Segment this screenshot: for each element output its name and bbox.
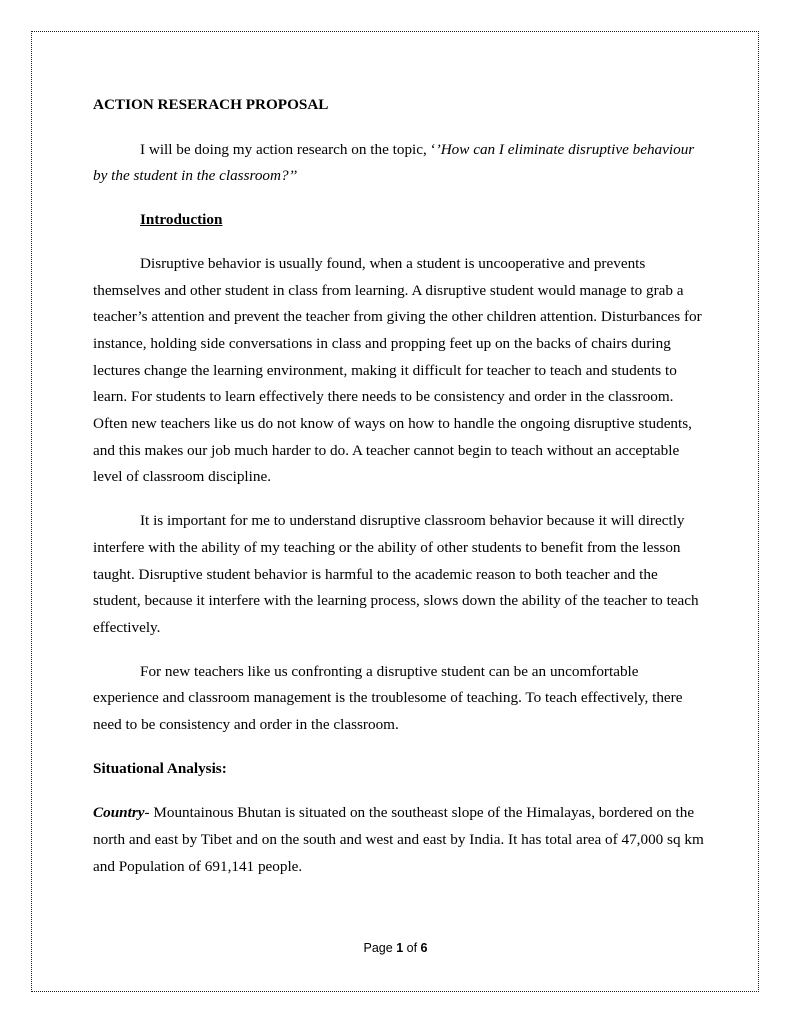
document-title: ACTION RESERACH PROPOSAL xyxy=(93,96,329,113)
country-label: Country xyxy=(93,804,145,822)
situational-analysis-heading: Situational Analysis: xyxy=(93,759,227,777)
country-text: - Mountainous Bhutan is situated on the southeast slope of the Himalayas, bordered on the north and east by Tibet and on the south and west and east by India. It has total area of 47,000 sq km and Population of 691,141 people. xyxy=(93,804,704,875)
topic-paragraph xyxy=(93,137,705,190)
page-footer xyxy=(0,941,791,955)
page-current-number: 1 xyxy=(396,941,404,955)
intro-paragraph-2: It is important for me to understand disruptive classroom behavior because it will directly interfere with the ability of my teaching or the ability of other students to benefit from the lesson taught. Disruptive student behavior is harmful to the academic reason to both teacher and the student, because it interfere with the learning process, slows down the ability of the teacher to teach effectively. xyxy=(93,512,699,636)
introduction-heading: Introduction xyxy=(140,211,223,229)
intro-paragraph-3: For new teachers like us confronting a disruptive student can be an uncomfortable experience and classroom management is the troublesome of teaching. To teach effectively, there need to be consistency and order in the classroom. xyxy=(93,662,683,734)
document-body xyxy=(93,92,705,898)
page-total-number: 6 xyxy=(420,941,428,955)
of-word: of xyxy=(406,941,418,955)
page-word: Page xyxy=(363,941,393,955)
country-paragraph xyxy=(93,800,705,880)
topic-quote: ’How can I eliminate disruptive behaviour by the student in the classroom?’’ xyxy=(93,140,695,185)
intro-paragraph-1: Disruptive behavior is usually found, when a student is uncooperative and prevents themselves and other student in class from learning. A disruptive student would manage to grab a teacher’s attention and prevent the teacher from giving the other children attention. Disturbances for instance, holding side conversations in class and propping feet up on the backs of chairs during lectures change the learning environment, making it difficult for teacher to teach and students to learn. For students to learn effectively there needs to be consistency and order in the classroom. Often new teachers like us do not know of ways on how to handle the ongoing disruptive students, and this makes our job much harder to do. A teacher cannot begin to teach without an acceptable level of classroom discipline. xyxy=(93,254,702,486)
topic-intro: I will be doing my action research on the topic, ‘ xyxy=(140,140,436,158)
